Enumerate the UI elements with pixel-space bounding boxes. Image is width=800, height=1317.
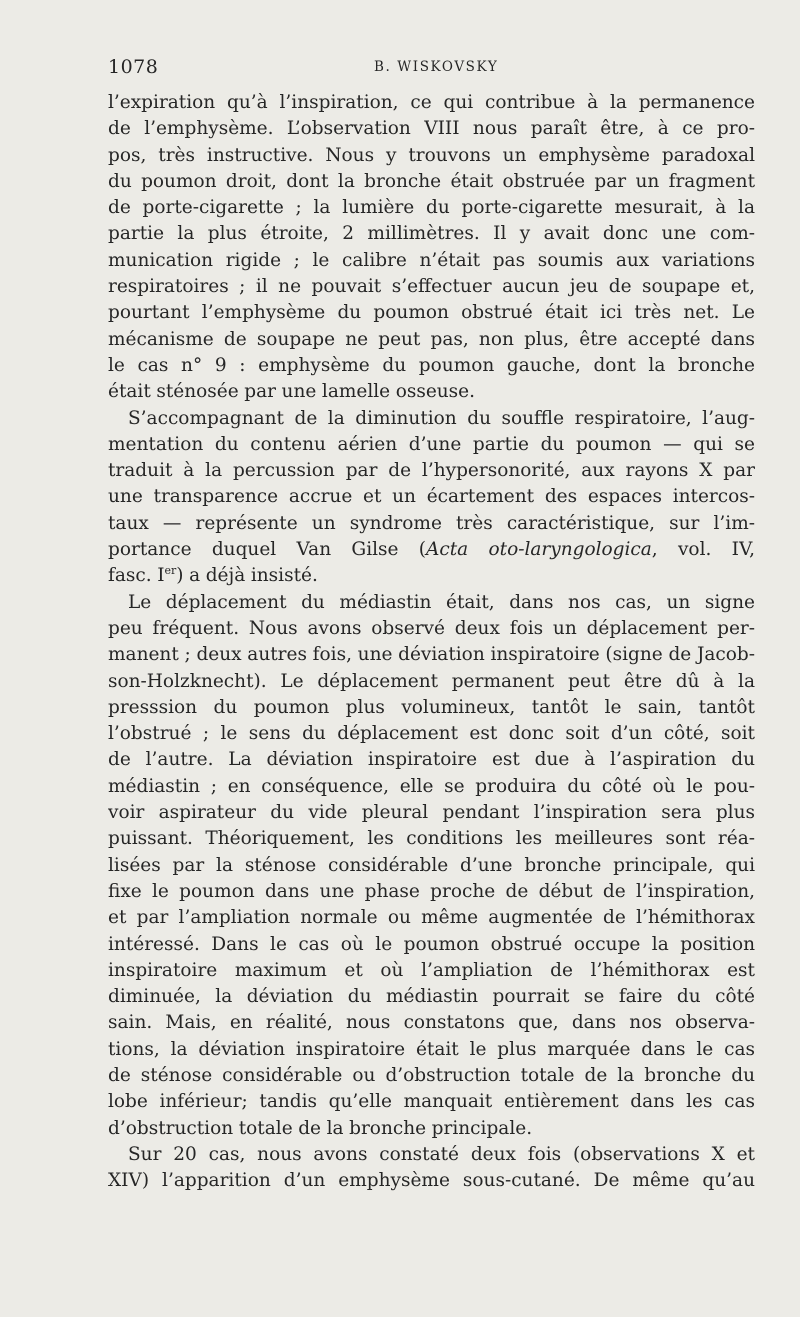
text-line <box>108 1037 755 1063</box>
line-text: taux — représente un syndrome très caractéristique, sur l’im- <box>108 512 755 534</box>
text-line <box>108 116 755 142</box>
line-text: une transparence accrue et un écartement des espaces intercos- <box>108 486 755 508</box>
text-line <box>108 274 755 300</box>
text-line <box>108 800 755 826</box>
line-text: était sténosée par une lamelle osseuse. <box>108 381 476 403</box>
line-text-continued: ) a déjà insisté. <box>176 565 318 587</box>
text-line <box>108 537 755 563</box>
superscript: er <box>164 564 177 578</box>
line-text: peu fréquent. Nous avons observé deux fois un déplacement per- <box>108 617 755 639</box>
line-text: de sténose considérable ou d’obstruction totale de la bronche du <box>108 1064 755 1086</box>
line-text: presssion du poumon plus volumineux, tantôt le sain, tantôt <box>108 696 755 718</box>
page-header <box>108 50 755 80</box>
text-line <box>108 432 755 458</box>
line-text: du poumon droit, dont la bronche était obstruée par un fragment <box>108 170 755 192</box>
line-text: de l’emphysème. L’observation VIII nous paraît être, à ce pro- <box>108 118 755 140</box>
line-text: munication rigide ; le calibre n’était pas soumis aux variations <box>108 249 755 271</box>
line-text: S’accompagnant de la diminution du souffle respiratoire, l’aug- <box>128 407 755 429</box>
line-text: lobe inférieur; tandis qu’elle manquait entièrement dans les cas <box>108 1091 755 1113</box>
text-line <box>108 669 755 695</box>
text-line <box>108 616 755 642</box>
line-text: médiastin ; en conséquence, elle se produira du côté où le pou- <box>108 775 755 797</box>
text-line <box>108 1089 755 1115</box>
line-text: tions, la déviation inspiratoire était le plus marquée dans le cas <box>108 1038 755 1060</box>
line-text: respiratoires ; il ne pouvait s’effectuer aucun jeu de soupape et, <box>108 276 755 298</box>
line-text: voir aspirateur du vide pleural pendant l’inspiration sera plus <box>108 802 755 824</box>
body-text <box>108 90 755 1194</box>
text-line <box>108 169 755 195</box>
running-head: B. WISKOVSKY <box>374 59 499 75</box>
line-text: partie la plus étroite, 2 millimètres. Il y avait donc une com- <box>108 223 755 245</box>
text-line <box>108 879 755 905</box>
text-line <box>108 484 755 510</box>
text-line <box>108 1142 755 1168</box>
text-line <box>108 511 755 537</box>
line-text: mentation du contenu aérien d’une partie du poumon — qui se <box>108 433 755 455</box>
line-text: mécanisme de soupape ne peut pas, non plus, être accepté dans <box>108 328 755 350</box>
line-text: fixe le poumon dans une phase proche de début de l’inspiration, <box>108 880 755 902</box>
line-text: lisées par la sténose considérable d’une bronche principale, qui <box>108 854 755 876</box>
page-number: 1078 <box>108 56 159 78</box>
line-text: et par l’ampliation normale ou même augmentée de l’hémithorax <box>108 907 755 929</box>
line-text: l’expiration qu’à l’inspiration, ce qui contribue à la permanence <box>108 92 755 113</box>
line-text: XIV) l’apparition d’un emphysème sous-cutané. De même qu’au <box>108 1170 755 1192</box>
line-text: de porte-cigarette ; la lumière du porte-cigarette mesurait, à la <box>108 197 755 219</box>
text-line <box>108 853 755 879</box>
text-line <box>108 958 755 984</box>
line-text: sain. Mais, en réalité, nous constatons que, dans nos observa- <box>108 1012 755 1034</box>
text-line <box>108 774 755 800</box>
line-text: le cas n° 9 : emphysème du poumon gauche, dont la bronche <box>108 354 755 376</box>
text-line <box>108 1010 755 1036</box>
text-line <box>108 563 755 589</box>
text-line <box>108 379 755 405</box>
text-line <box>108 905 755 931</box>
line-text: de l’autre. La déviation inspiratoire est due à l’aspiration du <box>108 749 755 771</box>
text-line <box>108 458 755 484</box>
line-text: traduit à la percussion par de l’hypersonorité, aux rayons X par <box>108 460 755 482</box>
text-line <box>108 90 755 116</box>
text-line <box>108 327 755 353</box>
line-text: d’obstruction totale de la bronche principale. <box>108 1117 533 1139</box>
text-line <box>108 984 755 1010</box>
text-line <box>108 1063 755 1089</box>
line-text: inspiratoire maximum et où l’ampliation de l’hémithorax est <box>108 959 755 981</box>
text-line <box>108 642 755 668</box>
line-text: pos, très instructive. Nous y trouvons un emphysème paradoxal <box>108 144 755 166</box>
line-text: l’obstrué ; le sens du déplacement est donc soit d’un côté, soit <box>108 723 755 745</box>
line-text: Sur 20 cas, nous avons constaté deux fois (observations X et <box>128 1143 755 1165</box>
text-line <box>108 248 755 274</box>
text-line <box>108 721 755 747</box>
line-text: fasc. I <box>108 565 165 587</box>
text-line <box>108 300 755 326</box>
line-text: diminuée, la déviation du médiastin pourrait se faire du côté <box>108 986 755 1008</box>
line-text: pourtant l’emphysème du poumon obstrué était ici très net. Le <box>108 302 755 324</box>
text-line <box>108 695 755 721</box>
text-line <box>108 932 755 958</box>
text-line <box>108 143 755 169</box>
text-line <box>108 1116 755 1142</box>
line-text: puissant. Théoriquement, les conditions les meilleures sont réa- <box>108 828 755 850</box>
text-line <box>108 406 755 432</box>
text-line <box>108 195 755 221</box>
line-text-continued: , vol. IV, <box>651 539 755 561</box>
line-text: son-Holzknecht). Le déplacement permanent peut être dû à la <box>108 670 755 692</box>
line-text: intéressé. Dans le cas où le poumon obstrué occupe la position <box>108 933 755 955</box>
text-line <box>108 221 755 247</box>
line-text: Le déplacement du médiastin était, dans nos cas, un signe <box>128 591 755 613</box>
text-line <box>108 353 755 379</box>
text-line <box>108 747 755 773</box>
journal-title: Acta oto-laryngologica <box>426 539 652 561</box>
text-line <box>108 826 755 852</box>
text-line <box>108 590 755 616</box>
line-text: manent ; deux autres fois, une déviation inspiratoire (signe de Jacob- <box>108 644 755 666</box>
line-text: portance duquel Van Gilse ( <box>108 539 426 561</box>
text-line <box>108 1168 755 1194</box>
